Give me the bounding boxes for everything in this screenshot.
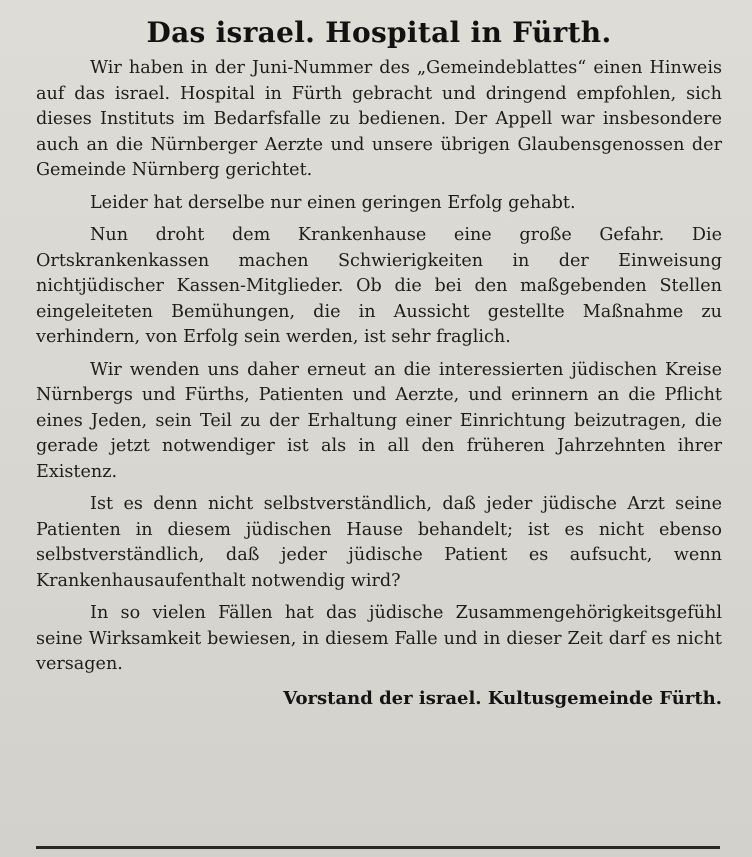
article-paragraph-6: In so vielen Fällen hat das jüdische Zusammengehörigkeitsgefühl seine Wirksamkeit bewiesen, in diesem Falle und in dieser Zeit darf es nicht versagen.: [36, 603, 722, 674]
article-paragraph-2: Leider hat derselbe nur einen geringen Erfolg gehabt.: [90, 192, 576, 213]
article: [36, 10, 722, 712]
article-headline: Das israel. Hospital in Fürth.: [146, 16, 612, 49]
article-paragraph-1: Wir haben in der Juni-Nummer des „Gemeindeblattes“ einen Hinweis auf das israel. Hospital in Fürth gebracht und dringend empfohlen, sich dieses Instituts im Bedarfsfalle zu bedienen. Der Appell war insbesondere auch an die Nürnberger Aerzte und unsere übrigen Glaubensgenossen der Gemeinde Nürnberg gerichtet.: [36, 58, 722, 180]
article-paragraph-3: Nun droht dem Krankenhause eine große Gefahr. Die Ortskrankenkassen machen Schwierigkeiten in der Einweisung nichtjüdischer Kassen-Mitglieder. Ob die bei den maßgebenden Stellen eingeleiteten Bemühungen, die in Aussicht gestellte Maßnahme zu verhindern, von Erfolg sein werden, ist sehr fraglich.: [36, 225, 722, 347]
bottom-divider: [36, 846, 720, 849]
article-paragraph-4: Wir wenden uns daher erneut an die interessierten jüdischen Kreise Nürnbergs und Fürths, Patienten und Aerzte, und erinnern an die Pflicht eines Jeden, sein Teil zu der Erhaltung einer Einrichtung beizutragen, die gerade jetzt notwendiger ist als in all den früheren Jahrzehnten ihrer Existenz.: [36, 359, 722, 482]
article-signature: Vorstand der israel. Kultusgemeinde Fürth.: [283, 687, 722, 709]
article-paragraph-5: Ist es denn nicht selbstverständlich, daß jeder jüdische Arzt seine Patienten in diesem jüdischen Hause behandelt; ist es nicht ebenso selbstverständlich, daß jeder jüdische Patient es aufsucht, wenn Krankenhausaufenthalt notwendig wird?: [36, 494, 722, 591]
